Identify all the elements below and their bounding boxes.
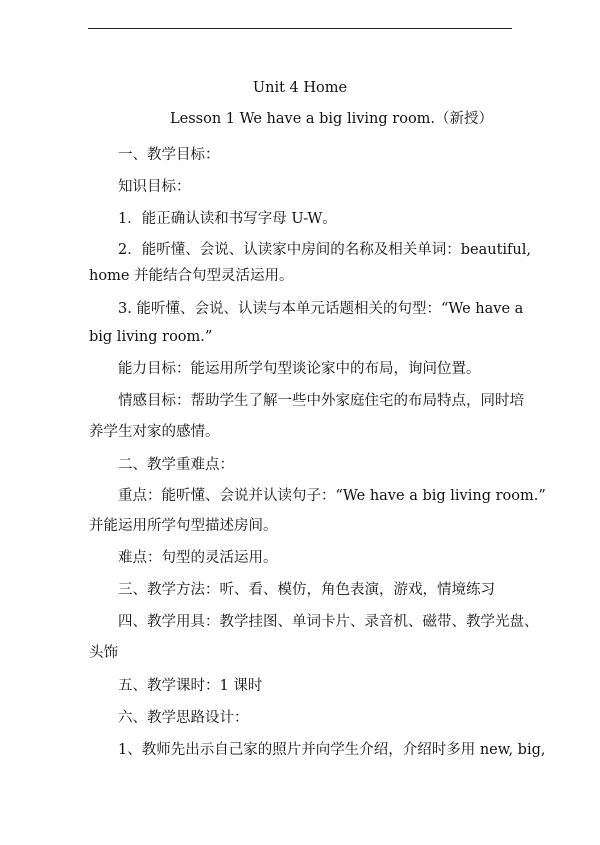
ability-objectives: 能力目标：能运用所学句型谈论家中的布局，询问位置。: [118, 361, 481, 377]
emotional-objectives: 情感目标：帮助学生了解一些中外家庭住宅的布局特点，同时培: [118, 393, 524, 409]
difficult-point: 难点：句型的灵活运用。: [118, 550, 278, 566]
lesson-subtitle: Lesson 1 We have a big living room.（新授）: [170, 111, 494, 127]
section-teaching-design: 六、教学思路设计：: [118, 710, 249, 726]
key-point: 重点：能听懂、会说并认读句子：“We have a big living room.”: [118, 488, 546, 504]
knowledge-objectives-label: 知识目标：: [118, 179, 191, 195]
page-title: Unit 4 Home: [252, 80, 348, 96]
objective-2-continued: home 并能结合句型灵活运用。: [89, 268, 294, 284]
header-rule: [88, 28, 512, 29]
emotional-objectives-continued: 养学生对家的感情。: [89, 424, 220, 440]
objective-1: 1．能正确认读和书写字母 U-W。: [118, 211, 337, 227]
objective-3: 3. 能听懂、会说、认读与本单元话题相关的句型：“We have a: [118, 301, 524, 317]
objective-3-continued: big living room.”: [89, 329, 213, 345]
objective-2: 2．能听懂、会说、认读家中房间的名称及相关单词：beautiful,: [118, 242, 531, 258]
section-heading-objectives: 一、教学目标：: [118, 147, 220, 163]
key-point-continued: 并能运用所学句型描述房间。: [89, 518, 278, 534]
section-heading-key-points: 二、教学重难点：: [118, 457, 234, 473]
section-teaching-aids: 四、教学用具：教学挂图、单词卡片、录音机、磁带、教学光盘、: [118, 614, 539, 630]
teaching-design-step-1: 1、教师先出示自己家的照片并向学生介绍，介绍时多用 new, big,: [118, 742, 546, 758]
teaching-aids-continued: 头饰: [89, 645, 118, 661]
section-class-hours: 五、教学课时：1 课时: [118, 678, 263, 694]
section-teaching-methods: 三、教学方法：听、看、模仿，角色表演，游戏，情境练习: [118, 582, 495, 598]
